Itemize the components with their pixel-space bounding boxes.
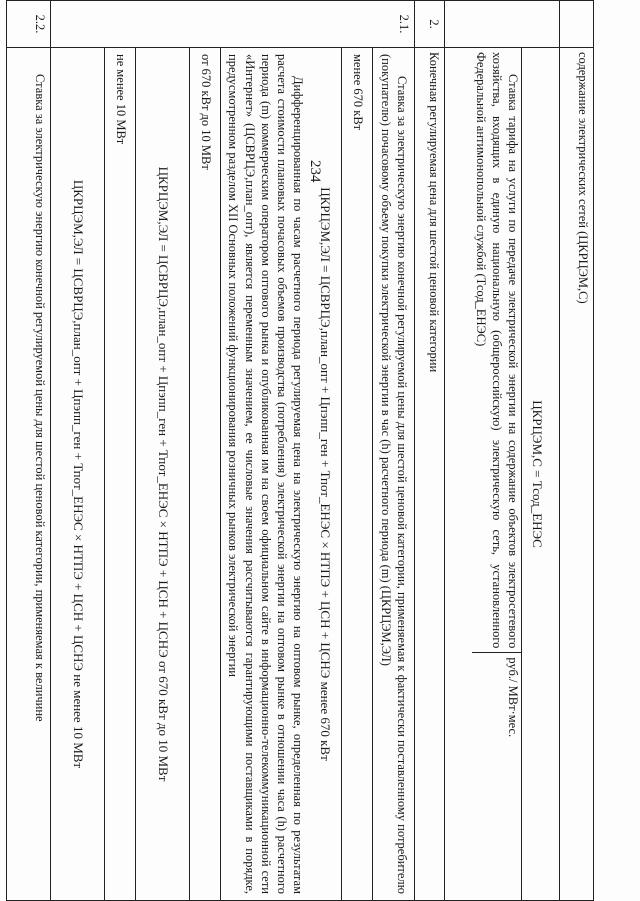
row-number: 2.2. [6,1,50,48]
power-range-label: менее 670 кВт [341,48,372,900]
power-range-label: от 670 кВт до 10 МВт [189,48,220,900]
page-number: 234 [307,160,323,183]
formula-less-670kw: ЦКРЦЭМ,ЭЛ = ЦСВРЦЭ,план_опт + Цпэпп_ген + Тпот_ЕНЭС × НТПЭ + ЦСН + ЦСНЭ менее 670 кВт [318,187,334,761]
inner-table [472,48,522,900]
table-row [6,1,50,901]
row-number-cell [445,1,560,48]
formula-not-less-10mw: ЦКРЦЭМ,ЭЛ = ЦСВРЦЭ,план_опт + Цпэпп_ген + Тпот_ЕНЭС × НТПЭ + ЦСН + ЦСНЭ не менее 10 МВт [70,179,86,769]
table-row [560,1,594,901]
formula-670kw-10mw: ЦКРЦЭМ,ЭЛ = ЦСВРЦЭ,план_опт + Цпэпп_ген + Тпот_ЕНЭС × НТПЭ + ЦСН + ЦСНЭ от 670 кВт до 10 МВт [135,48,189,900]
rotated-document [32,0,594,901]
row-text: Ставка за электрическую энергию конечной регулируемой цены для шестой ценовой категории, применяемая к величине [6,48,50,901]
table-row [415,1,445,901]
section-description: Ставка за электрическую энергию конечной регулируемой цены для шестой ценовой категории, применяемая к фактически поставленному потребителю (покупателю) почасовому объему покупки электрической энергии в час (h) расчетного периода (m) (ЦКРЦЭМ,ЭЛ) [373,48,415,900]
row-text: содержание электрических сетей (ЦКРЦЭМ,С) [560,48,594,901]
price-table [6,0,594,901]
row-number: 2.1. [50,1,414,48]
rate-description: Ставка тарифа на услуги по передаче электрической энергии на содержание объектов электросетевого хозяйства, входящих в единую национальную (общероссийскую) электрическую сеть, установленного Федеральной антимонопольной службой (Тсод_ЕНЭС) [472,48,521,653]
price-explanation: Дифференцированная по часам расчетного периода регулируемая цена на электрическую энергию на оптовом рынке, определенная по результатам расчета стоимости плановых почасовых объемов производства (потребления) электрической энергии на оптовом рынке в отношении часа (h) расчетного периода (m) коммерческим оператором оптового рынка и опубликованная им на своем официальном сайте в информационно-телекоммуникационной сети «Интернет» (ЦСВРЦЭ,план_опт), является переменным значением, ее числовые значения рассчитываются гарантирующими поставщиками в порядке, предусмотренном разделом XII Основных положений функционирования розничных рынков электрической энергии [226,54,306,894]
row-number-cell [560,1,594,48]
section-2-1 [50,48,414,901]
formula-cell [445,48,560,901]
row-number: 2. [415,1,445,48]
table-row [445,1,560,901]
row-text: Конечная регулируемая цена для шестой ценовой категории [415,48,445,901]
formula-contribution: ЦКРЦЭМ,С = Тсод_ЕНЭС [530,400,545,548]
unit-label: руб./ МВт·мес. [506,657,521,738]
power-range-label: не менее 10 МВт [104,48,135,900]
table-row [50,1,414,901]
